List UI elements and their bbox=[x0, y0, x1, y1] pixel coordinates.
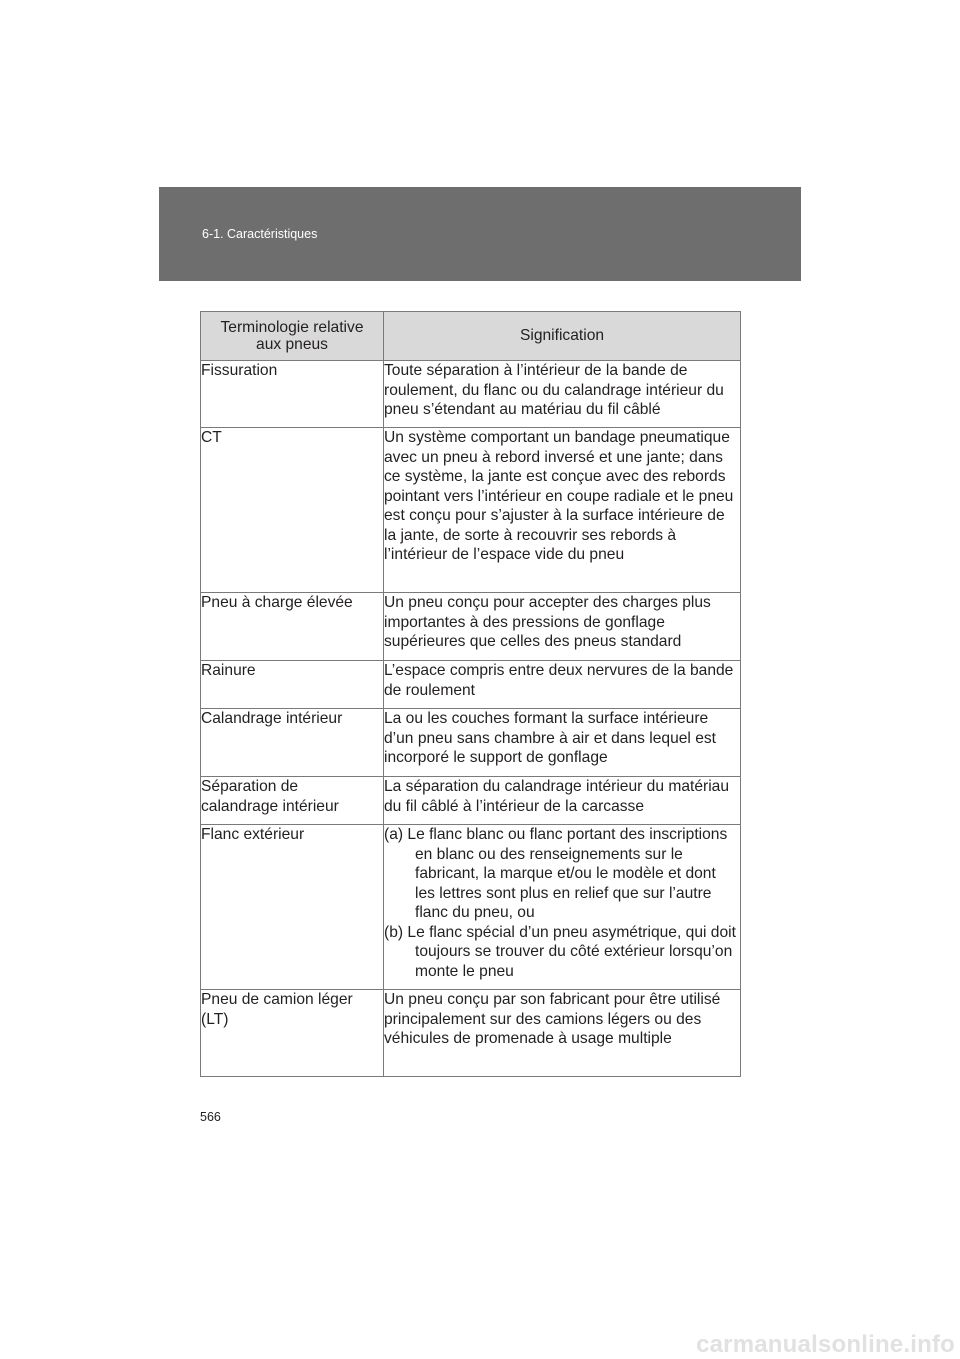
definition-cell: La séparation du calandrage intérieur du matériau du fil câblé à l’intérieur de la carcasse bbox=[384, 777, 741, 825]
term-cell: Fissuration bbox=[201, 361, 384, 428]
term-cell: Pneu de camion léger (LT) bbox=[201, 990, 384, 1077]
table-header-row bbox=[201, 312, 741, 361]
section-title: 6-1. Caractéristiques bbox=[202, 227, 318, 241]
list-item: (a) Le flanc blanc ou flanc portant des inscriptions en blanc ou des renseignements sur le fabricant, la marque et/ou le modèle et dont les lettres sont plus en relief que sur l’autre flanc du pneu, ou bbox=[384, 826, 728, 921]
term-cell: Rainure bbox=[201, 661, 384, 709]
table-row bbox=[201, 593, 741, 661]
table-row bbox=[201, 777, 741, 825]
section-header-band bbox=[159, 187, 801, 281]
table-row bbox=[201, 428, 741, 593]
table-row bbox=[201, 990, 741, 1077]
definition-cell: La ou les couches formant la surface intérieure d’un pneu sans chambre à air et dans lequel est incorporé le support de gonflage bbox=[384, 709, 741, 777]
tire-terminology-table bbox=[200, 311, 741, 1077]
term-cell: Calandrage intérieur bbox=[201, 709, 384, 777]
definition-cell: Un pneu conçu par son fabricant pour être utilisé principalement sur des camions légers ou des véhicules de promenade à usage multiple bbox=[384, 990, 741, 1077]
definition-cell: Un pneu conçu pour accepter des charges plus importantes à des pressions de gonflage supérieures que celles des pneus standard bbox=[384, 593, 741, 661]
definition-cell: Un système comportant un bandage pneumatique avec un pneu à rebord inversé et une jante; dans ce système, la jante est conçue avec des rebords pointant vers l’intérieur en coupe radiale et le pneu est conçu pour s’ajuster à la surface intérieure de la jante, de sorte à recouvrir ses rebords à l’intérieur de l’espace vide du pneu bbox=[384, 428, 741, 593]
definition-cell: L’espace compris entre deux nervures de la bande de roulement bbox=[384, 661, 741, 709]
list-item: (b) Le flanc spécial d’un pneu asymétrique, qui doit toujours se trouver du côté extérieur lorsqu’on monte le pneu bbox=[384, 923, 736, 980]
column-header-meaning: Signification bbox=[384, 312, 741, 361]
watermark: carmanualsonline.info bbox=[696, 1331, 955, 1358]
table-row bbox=[201, 661, 741, 709]
table-row bbox=[201, 825, 741, 990]
term-cell: Séparation de calandrage intérieur bbox=[201, 777, 384, 825]
table-row bbox=[201, 361, 741, 428]
table-row bbox=[201, 709, 741, 777]
term-cell: Pneu à charge élevée bbox=[201, 593, 384, 661]
definition-cell bbox=[384, 825, 741, 990]
term-cell: CT bbox=[201, 428, 384, 593]
definition-cell: Toute séparation à l’intérieur de la bande de roulement, du flanc ou du calandrage intérieur du pneu s’étendant au matériau du fil câblé bbox=[384, 361, 741, 428]
column-header-term: Terminologie relative aux pneus bbox=[201, 312, 384, 361]
page-number: 566 bbox=[200, 1110, 221, 1124]
term-cell: Flanc extérieur bbox=[201, 825, 384, 990]
